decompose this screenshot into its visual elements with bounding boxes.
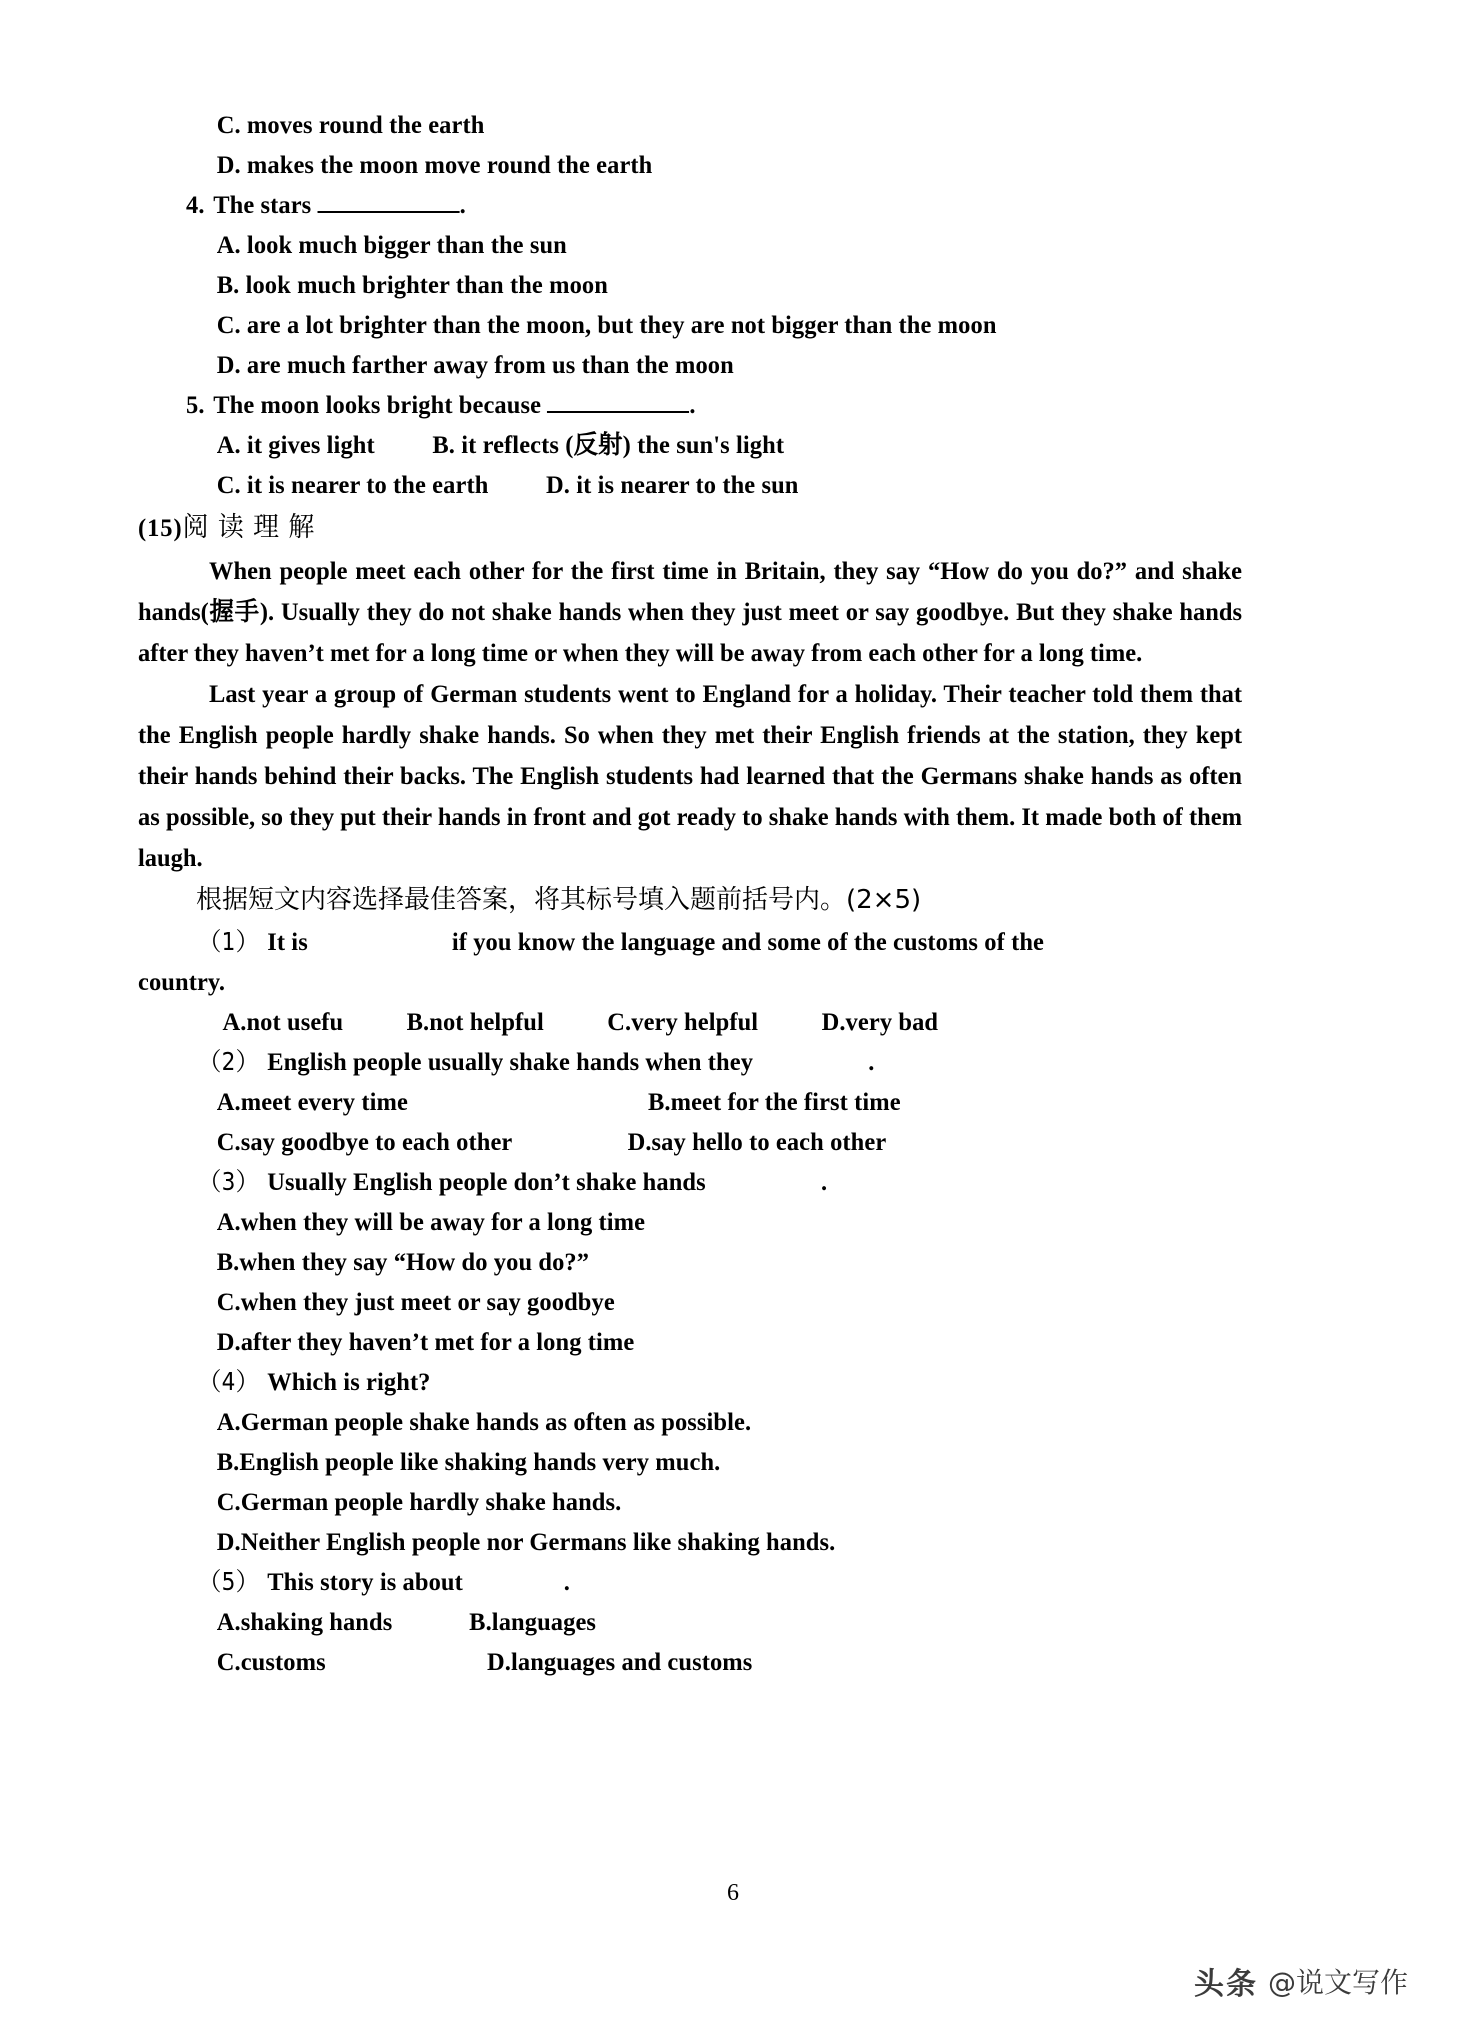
option-line: B.English people like shaking hands very much. xyxy=(216,1447,721,1476)
option-line: A.when they will be away for a long time xyxy=(216,1207,646,1236)
passage-paragraph-1: When people meet each other for the first time in Britain, they say “How do you do?” and shake hands(握手). Usually they do not shake hands when they just meet or say goodbye. But they shake hands after they haven’t met for a long time or when they will be away from each other for a long time. xyxy=(138,556,1249,667)
option-line: B.meet for the first time xyxy=(647,1087,901,1116)
question-stem xyxy=(138,922,1242,962)
option-line: D.after they haven’t met for a long time xyxy=(216,1327,635,1356)
answer-blank xyxy=(547,387,689,413)
question-stem xyxy=(138,1162,1242,1202)
question-terminator: . xyxy=(820,1167,828,1196)
option-row xyxy=(138,1122,1242,1162)
question-terminator: . xyxy=(459,190,466,219)
option-line: C. are a lot brighter than the moon, but they are not bigger than the moon xyxy=(216,310,997,339)
page-content xyxy=(138,105,1288,1682)
question-text: English people usually shake hands when they xyxy=(267,1047,754,1076)
option-line: A.meet every time xyxy=(216,1087,408,1116)
option-line: D.say hello to each other xyxy=(627,1127,887,1156)
option-line: D.languages and customs xyxy=(486,1647,753,1676)
question-stem xyxy=(138,1562,1242,1602)
option-row xyxy=(138,465,1242,505)
passage-paragraph-2: Last year a group of German students went to England for a holiday. Their teacher told them that the English people hardly shake hands. So when they met their English friends at the station, they kept their hands behind their backs. The English students had learned that the Germans shake hands as often as possible, so they put their hands in front and got ready to shake hands with them. It made both of them laugh. xyxy=(138,679,1249,872)
watermark-brand: 头条 xyxy=(1193,1967,1258,2002)
question-number: （1） xyxy=(197,927,260,956)
question-number: （4） xyxy=(197,1367,260,1396)
section-number: (15) xyxy=(138,513,183,542)
question-number: 4. xyxy=(186,190,205,219)
option-line: D. makes the moon move round the earth xyxy=(216,150,653,179)
page-number: 6 xyxy=(727,1880,739,1906)
question-number: （3） xyxy=(197,1167,260,1196)
option-line: C.very helpful xyxy=(607,1007,759,1036)
option-row xyxy=(138,1082,1242,1122)
question-stem xyxy=(138,1042,1242,1082)
option-row xyxy=(138,1602,1242,1642)
question-stem xyxy=(138,1362,1242,1402)
option-line: C. moves round the earth xyxy=(216,110,485,139)
question-text: Which is right? xyxy=(267,1367,431,1396)
question-terminator: . xyxy=(868,1047,875,1076)
section-heading xyxy=(138,505,1242,550)
question-number: （2） xyxy=(197,1047,260,1076)
question-text: It is xyxy=(267,927,308,956)
answer-instruction: 根据短文内容选择最佳答案，将其标号填入题前括号内。(2×5) xyxy=(196,885,922,915)
watermark-handle: @说文写作 xyxy=(1267,1966,1408,1999)
question-number: （5） xyxy=(197,1567,260,1596)
question-stem xyxy=(138,185,1242,225)
option-row xyxy=(138,1642,1242,1682)
option-row xyxy=(138,1002,1242,1042)
option-line: C.customs xyxy=(216,1647,326,1676)
option-line: B.not helpful xyxy=(406,1007,544,1036)
option-line: D. are much farther away from us than the moon xyxy=(216,350,734,379)
question-text-tail: if you know the language and some of the customs of the xyxy=(451,927,1045,956)
question-text: Usually English people don’t shake hands xyxy=(267,1167,706,1196)
question-text: The stars xyxy=(213,190,318,219)
option-line: C.say goodbye to each other xyxy=(216,1127,513,1156)
option-line: A. it gives light xyxy=(216,430,375,459)
option-line: D.very bad xyxy=(821,1007,939,1036)
question-text: The moon looks bright because xyxy=(213,390,548,419)
option-line: D. it is nearer to the sun xyxy=(546,470,799,499)
option-line: C.when they just meet or say goodbye xyxy=(216,1287,615,1316)
option-line: C.German people hardly shake hands. xyxy=(216,1487,622,1516)
option-line: A.shaking hands xyxy=(216,1607,393,1636)
option-line: A. look much bigger than the sun xyxy=(216,230,567,259)
question-text: This story is about xyxy=(267,1567,463,1596)
question-terminator: . xyxy=(689,390,696,419)
option-line: A.German people shake hands as often as possible. xyxy=(216,1407,752,1436)
option-line: D.Neither English people nor Germans like shaking hands. xyxy=(216,1527,836,1556)
option-line: B.languages xyxy=(469,1607,597,1636)
option-line: B. look much brighter than the moon xyxy=(216,270,608,299)
option-line: B.when they say “How do you do?” xyxy=(216,1247,590,1276)
question-terminator: . xyxy=(563,1567,570,1596)
question-stem xyxy=(138,385,1242,425)
option-line: B. it reflects (反射) the sun's light xyxy=(432,430,785,459)
answer-blank xyxy=(318,187,460,213)
option-line: A.not usefu xyxy=(222,1007,344,1036)
section-title: 阅 读 理 解 xyxy=(182,512,316,543)
watermark xyxy=(1194,1959,1408,2003)
option-line: C. it is nearer to the earth xyxy=(216,470,489,499)
question-number: 5. xyxy=(186,390,205,419)
option-row xyxy=(138,425,1242,465)
question-stem-wrap: country. xyxy=(138,967,226,996)
